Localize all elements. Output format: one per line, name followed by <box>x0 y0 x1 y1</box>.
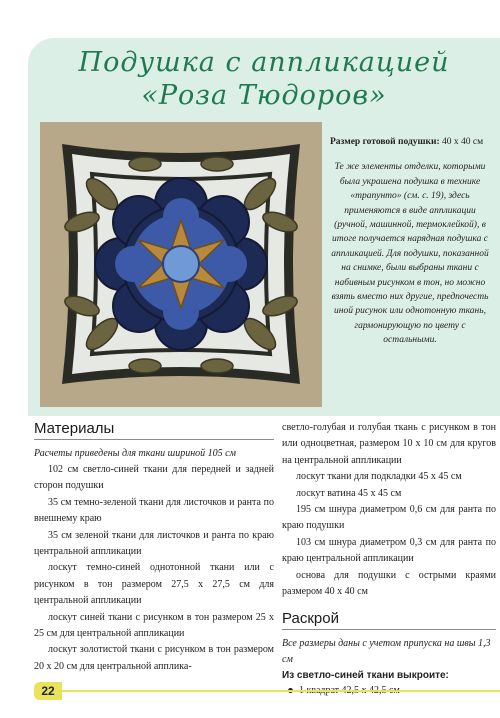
title-line-1: Подушка с аппликацией <box>78 47 450 78</box>
materials-note: Расчеты приведены для ткани шириной 105 см <box>34 448 236 459</box>
page-footer-bar <box>62 690 500 692</box>
material-item: лоскут золотистой ткани с рисунком в тон размером 20 х 20 см для центральной апплика- <box>34 644 274 672</box>
material-item: 35 см зеленой ткани для листочков и ранта по краю центральной аппликации <box>34 529 274 558</box>
cutting-heading: Раскрой <box>282 610 496 630</box>
size-label: Размер готовой подушки: <box>330 137 440 147</box>
cutting-note: Все размеры даны с учетом припуска на швы 1,3 см <box>282 638 491 666</box>
materials-column-left <box>34 420 274 675</box>
materials-column-right <box>282 420 496 699</box>
material-item: 103 см шнура диаметром 0,3 см для ранта по краю центральной аппликации <box>282 536 496 565</box>
pillow-photo <box>40 122 322 407</box>
cutting-subhead: Из светло-синей ткани выкроите: <box>282 670 449 682</box>
material-item: 102 см светло-синей ткани для передней и задней сторон подушки <box>34 464 274 492</box>
side-info <box>330 135 490 348</box>
material-item: 195 см шнура диаметром 0,6 см для ранта по краю подушки <box>282 504 496 532</box>
materials-heading: Материалы <box>34 420 274 440</box>
page-number: 22 <box>34 682 62 700</box>
finished-size <box>330 135 490 149</box>
pillow-illustration <box>40 122 322 407</box>
material-item: основа для подушки с острыми краями размером 40 х 40 см <box>282 569 496 598</box>
title-line-2: «Роза Тюдоров» <box>141 80 387 111</box>
size-value: 40 х 40 см <box>442 137 484 147</box>
material-item: 35 см темно-зеленой ткани для листочков и ранта по внешнему краю <box>34 496 274 525</box>
material-item: лоскут темно-синей однотонной ткани или с рисунком в тон размером 27,5 х 27,5 см для центральной аппликации <box>34 562 274 607</box>
material-item-continued: светло-голубая и голубая ткань с рисунком в тон или одноцветная, размером 10 х 10 см для кругов на центральной аппликации <box>282 422 496 466</box>
page-title <box>28 46 500 112</box>
description-text: Те же элементы отделки, которыми была украшена подушка в технике «трапунто» (см. с. 19), здесь применяются в виде аппликации (ручной, машинной, термоклейкой), в итоге получается нарядная подушка с аппликацией. Для подушки, показанной на снимке, были выбраны ткани с набивным рисунком в тон, но можно взять вместо них другие, предпочесть иной рисунок или однотонную ткань, гармонирующую по цвету с остальными. <box>331 162 489 346</box>
material-item: лоскут синей ткани с рисунком в тон размером 25 х 25 см для центральной аппликации <box>34 611 274 640</box>
material-item: лоскут ватина 45 х 45 см <box>296 487 402 499</box>
material-item: лоскут ткани для подкладки 45 х 45 см <box>296 471 462 483</box>
